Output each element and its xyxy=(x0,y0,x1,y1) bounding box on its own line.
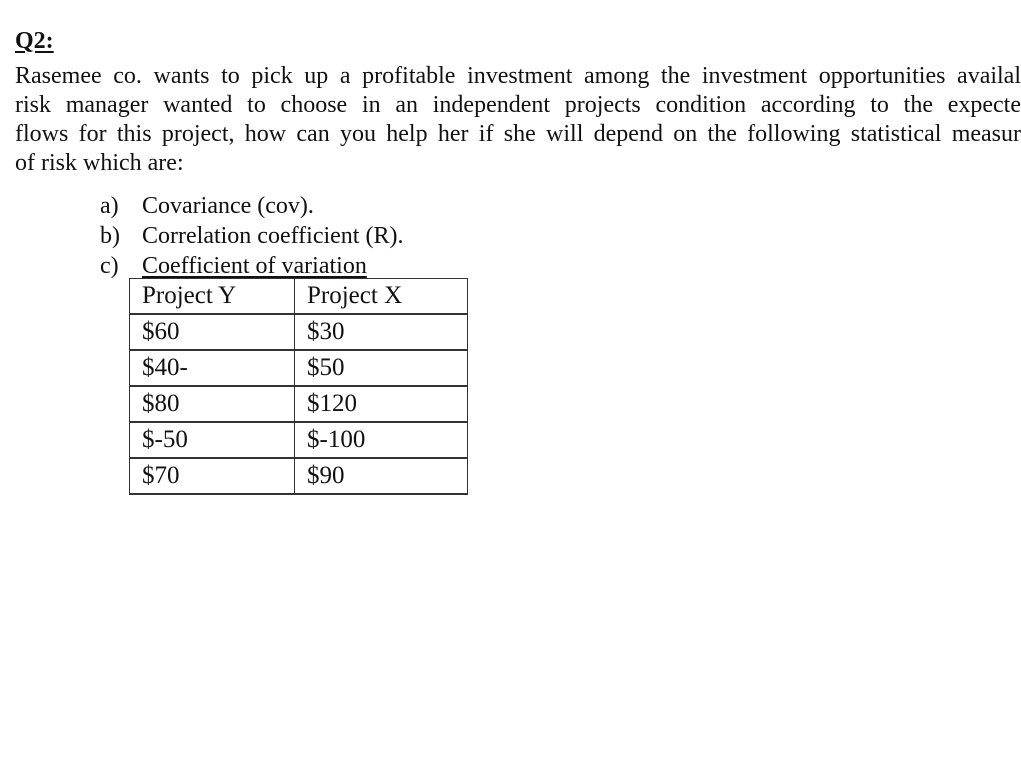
list-item xyxy=(100,221,403,251)
question-heading: Q2: xyxy=(15,28,54,54)
table-row xyxy=(130,422,468,458)
list-marker: c) xyxy=(100,253,119,279)
paragraph-line-2: risk manager wanted to choose in an independent projects condition according to the expecte xyxy=(15,92,1021,118)
list-item xyxy=(100,251,403,281)
list-marker: a) xyxy=(100,193,119,219)
table-cell: $120 xyxy=(295,386,468,422)
table-row xyxy=(130,458,468,494)
table-cell: $-100 xyxy=(295,422,468,458)
table-cell: $30 xyxy=(295,314,468,350)
paragraph-line-3: flows for this project, how can you help her if she will depend on the following statistical measur xyxy=(15,121,1021,147)
table-cell: $90 xyxy=(295,458,468,494)
table-row xyxy=(130,386,468,422)
column-header-project-y: Project Y xyxy=(130,279,295,315)
table-cell: $70 xyxy=(130,458,295,494)
list-marker: b) xyxy=(100,223,120,249)
table-cell: $60 xyxy=(130,314,295,350)
table-cell: $50 xyxy=(295,350,468,386)
list-item xyxy=(100,191,403,221)
measures-list xyxy=(100,191,403,281)
table-cell: $80 xyxy=(130,386,295,422)
table-header-row xyxy=(130,279,468,315)
list-item-text: Correlation coefficient (R). xyxy=(142,223,404,249)
table-cell: $40- xyxy=(130,350,295,386)
paragraph-line-4: of risk which are: xyxy=(15,150,184,176)
paragraph-line-1: Rasemee co. wants to pick up a profitable investment among the investment opportunities availal xyxy=(15,63,1021,89)
list-item-text: Coefficient of variation xyxy=(142,253,367,279)
list-item-text: Covariance (cov). xyxy=(142,193,314,219)
column-header-project-x: Project X xyxy=(295,279,468,315)
cash-flow-table xyxy=(129,278,468,495)
table-row xyxy=(130,314,468,350)
table-cell: $-50 xyxy=(130,422,295,458)
table-row xyxy=(130,350,468,386)
